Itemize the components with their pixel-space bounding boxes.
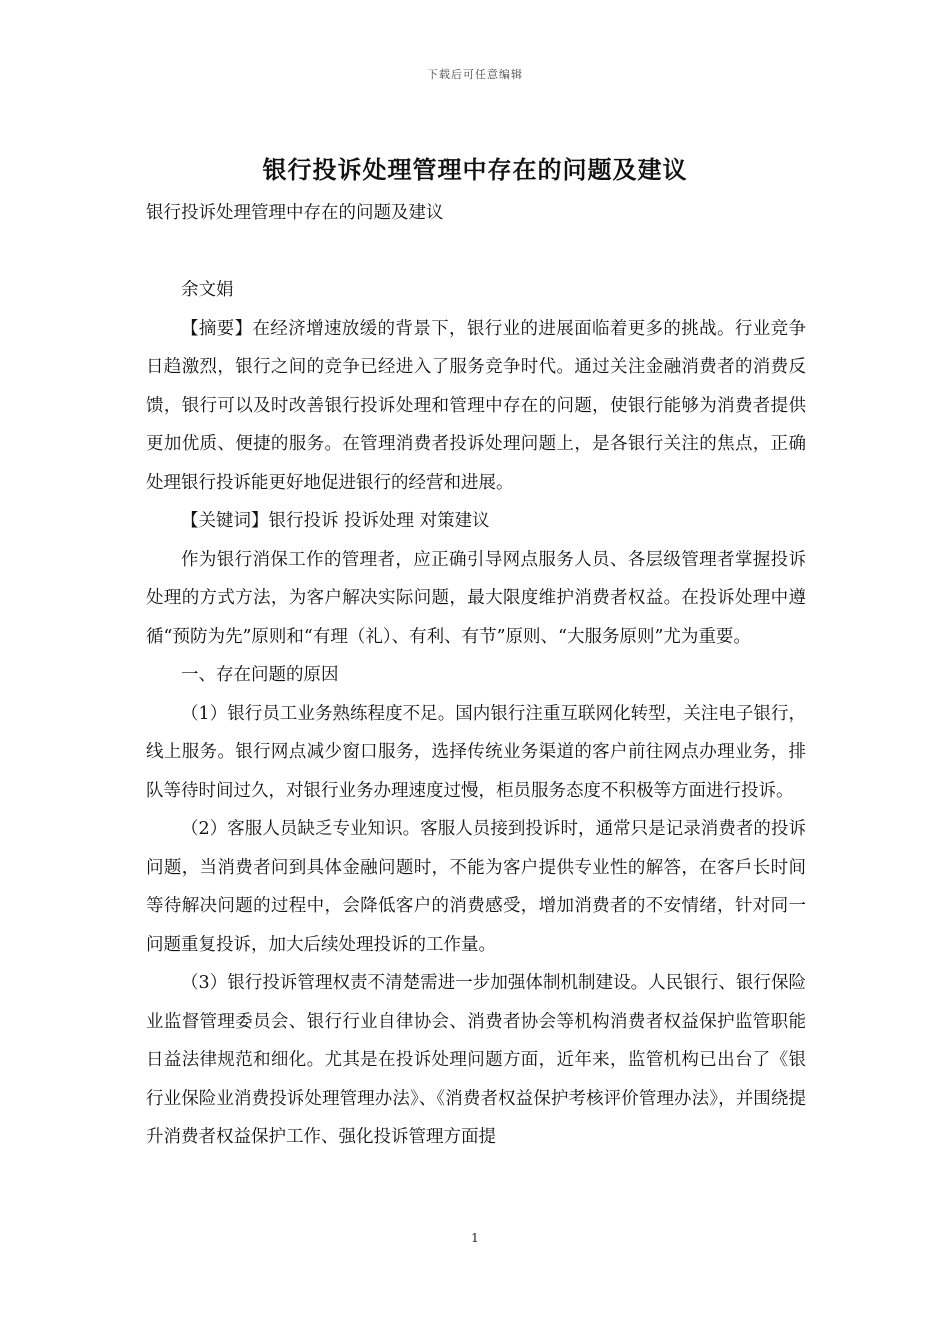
- section-heading: 一、存在问题的原因: [181, 665, 339, 685]
- document-body: [146, 194, 806, 1157]
- intro-paragraph: 作为银行消保工作的管理者，应正确引导网点服务人员、各层级管理者掌握投诉处理的方式方法，为客户解决实际问题，最大限度维护消费者权益。在投诉处理中遵循“预防为先”原则和“有理（礼）、有利、有节”原则、“大服务原则”尤为重要。: [146, 549, 806, 647]
- point-paragraph-1: （1）银行员工业务熟练程度不足。国内银行注重互联网化转型，关注电子银行，线上服务。银行网点减少窗口服务，选择传统业务渠道的客户前往网点办理业务，排队等待时间过久，对银行业务办理速度过慢，柜员服务态度不积极等方面进行投诉。: [146, 703, 806, 801]
- page-number: 1: [471, 1231, 479, 1245]
- abstract-paragraph: 【摘要】在经济增速放缓的背景下，银行业的进展面临着更多的挑战。行业竞争日趋激烈，银行之间的竞争已经进入了服务竞争时代。通过关注金融消费者的消费反馈，银行可以及时改善银行投诉处理和管理中存在的问题，使银行能够为消费者提供更加优质、便捷的服务。在管理消费者投诉处理问题上，是各银行关注的焦点，正确处理银行投诉能更好地促进银行的经营和进展。: [146, 318, 806, 493]
- document-subtitle: 银行投诉处理管理中存在的问题及建议: [146, 203, 444, 223]
- keywords-paragraph: 【关键词】银行投诉 投诉处理 对策建议: [181, 511, 490, 531]
- document-title: 银行投诉处理管理中存在的问题及建议: [262, 155, 688, 184]
- point-paragraph-3: （3）银行投诉管理权责不清楚需进一步加强体制机制建设。人民银行、银行保险业监督管理委员会、银行行业自律协会、消费者协会等机构消费者权益保护监管职能日益法律规范和细化。尤其是在投诉处理问题方面，近年来，监管机构已出台了《银行业保险业消费投诉处理管理办法》、《消费者权益保护考核评价管理办法》，并围绕提升消费者权益保护工作、强化投诉管理方面提: [146, 973, 806, 1147]
- blank-line: [146, 233, 806, 272]
- header-note: 下载后可任意编辑: [427, 68, 523, 81]
- author-name: 余文娟: [181, 280, 234, 300]
- point-paragraph-2: （2）客服人员缺乏专业知识。客服人员接到投诉时，通常只是记录消费者的投诉问题，当消费者问到具体金融问题时，不能为客户提供专业性的解答，在客戶长时间等待解决问题的过程中，会降低客户的消费感受，增加消费者的不安情绪，针对同一问题重复投诉，加大后续处理投诉的工作量。: [146, 819, 806, 955]
